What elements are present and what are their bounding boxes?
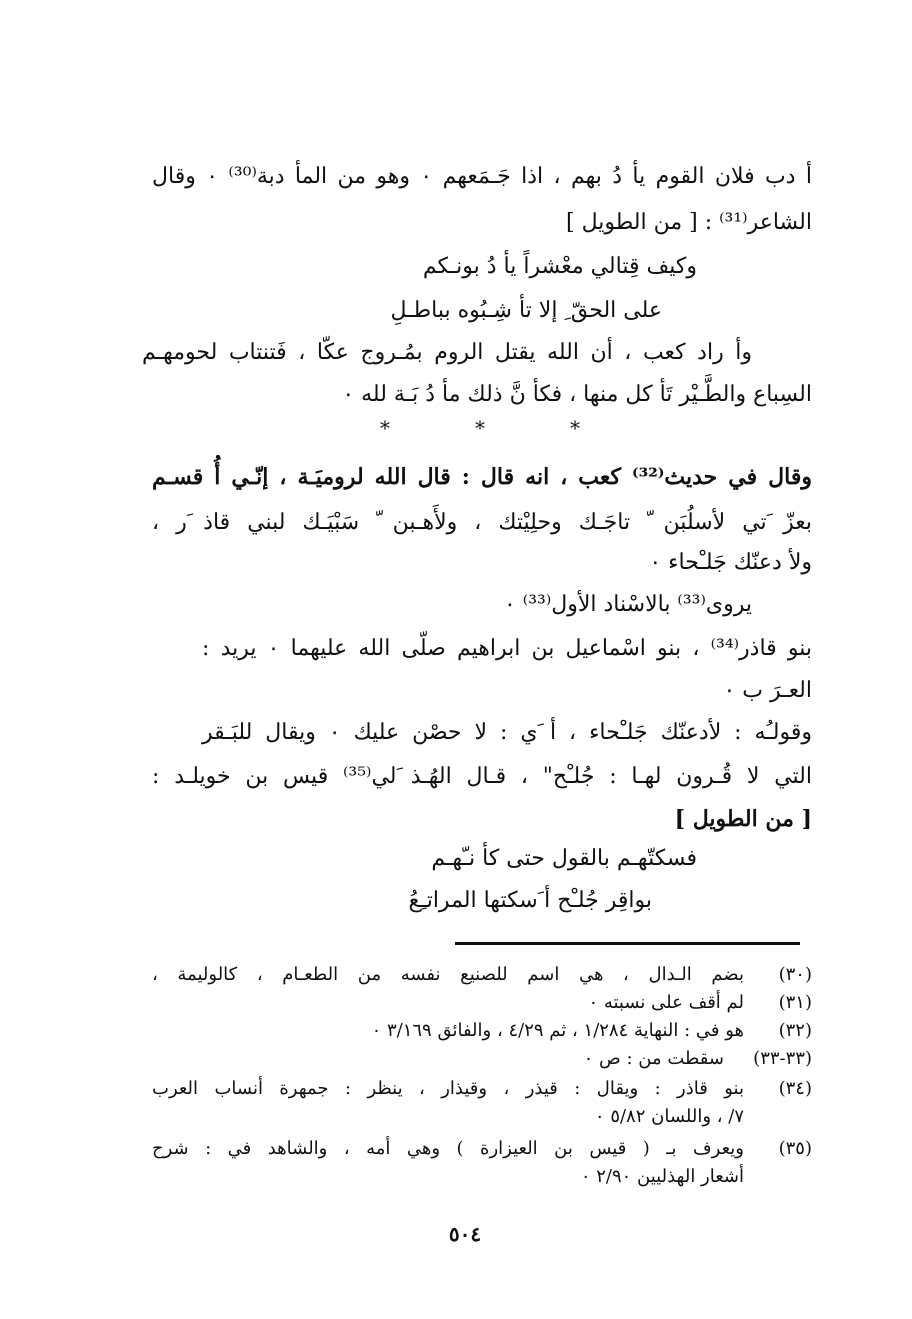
star-icon: * xyxy=(475,416,485,440)
body-line: يروى⁽³³⁾ بالاسْناد الأول⁽³³⁾ ٠ xyxy=(503,592,752,617)
body-line: أ دب فلان القوم يأ دُ بهم ، اذا جَـمَعهم ٠ وهو من المأ دبة⁽³⁰⁾ ٠ وقال xyxy=(152,164,813,189)
footnote-text: بضم الـدال ، هي اسم للصنيع نفسه من الطعـام ، كالوليمة ، xyxy=(152,964,744,985)
footnote-continuation: ٧/ ، واللسان ٥/٨٢ ٠ xyxy=(594,1106,744,1127)
body-line: الشاعر⁽³¹⁾ : [ من الطويل ] xyxy=(566,210,812,235)
page-number: ٥٠٤ xyxy=(448,1222,482,1246)
footnote-text: لم أقف على نسبته ٠ xyxy=(588,992,744,1013)
footnote-text: سقطت من : ص ٠ xyxy=(583,1048,724,1069)
footnote-separator xyxy=(455,942,800,945)
body-line-heading: وقال في حديث⁽³²⁾ كعب ، انه قال : قال الله لروميَـة ، إنّـي أُ قسـم xyxy=(152,464,812,490)
body-line: التي لا قُـرون لهـا : جُلـْح" ، قـال الهُـذ َلي⁽³⁵⁾ قيس بن خويلـد : xyxy=(152,764,812,789)
body-line: وقولـُه : لأدعنّك جَلـْحاء ، أ َي : لا حصْن عليك ٠ ويقال للبَـقر xyxy=(202,720,812,745)
verse-hemistich: فسكتّهـم بالقول حتى كأ نـّهـم xyxy=(431,846,697,871)
footnote-number: (٣٣-٣٣) xyxy=(753,1048,812,1069)
verse-hemistich: بواقِر جُلـْح أ َسكتها المراتـِعُ xyxy=(408,888,652,913)
body-line: العـرَ ب ٠ xyxy=(723,678,812,703)
footnote-number: (٣٠) xyxy=(778,964,812,985)
footnote-number: (٣١) xyxy=(778,992,812,1013)
footnote-text: هو في : النهاية ١/٢٨٤ ، ثم ٤/٢٩ ، والفائق ٣/١٦٩ ٠ xyxy=(371,1020,744,1041)
verse-hemistich: على الحقّ ِ إلا تأ شِـبُوه بباطـلِ xyxy=(390,298,662,323)
body-line: بنو قاذر⁽³⁴⁾ ، بنو اسْماعيل بن ابراهيم صلّى الله عليهما ٠ يريد : xyxy=(202,636,812,661)
footnote-text: ويعرف بـ ( قيس بن العيزارة ) وهي أمه ، والشاهد في : شرح xyxy=(152,1138,744,1159)
body-line: وأ راد كعب ، أن الله يقتل الروم بمُـروج عكّا ، فَتنتاب لحومهـم xyxy=(142,340,752,365)
verse-hemistich: وكيف قِتالي معْشراً يأ دُ بونـكم xyxy=(422,254,697,279)
meter-label: [ من الطويل ] xyxy=(674,806,812,832)
footnote-text: بنو قاذر : ويقال : قيذر ، وقيذار ، ينظر : جمهرة أنساب العرب xyxy=(152,1078,744,1099)
body-line: السِباع والطَّـيْر تَأ كل منها ، فكأ نَّ ذلك مأ دُ بَـة لله ٠ xyxy=(342,382,812,407)
star-icon: * xyxy=(570,416,580,440)
body-line: بعزّ َتي لأسلُبَن ّ تاجَـك وحلِيْتك ، ولأَهـبن ّ سَبْيَـك لبني قاذ َر ، xyxy=(152,510,812,535)
section-divider-stars xyxy=(380,416,580,440)
body-line: ولأ دعنّك جَلـْحاء ٠ xyxy=(649,550,812,575)
footnote-number: (٣٥) xyxy=(778,1138,812,1159)
footnote-continuation: أشعار الهذليين ٢/٩٠ ٠ xyxy=(580,1166,744,1187)
footnote-number: (٣٢) xyxy=(778,1020,812,1041)
star-icon: * xyxy=(380,416,390,440)
footnote-number: (٣٤) xyxy=(778,1078,812,1099)
